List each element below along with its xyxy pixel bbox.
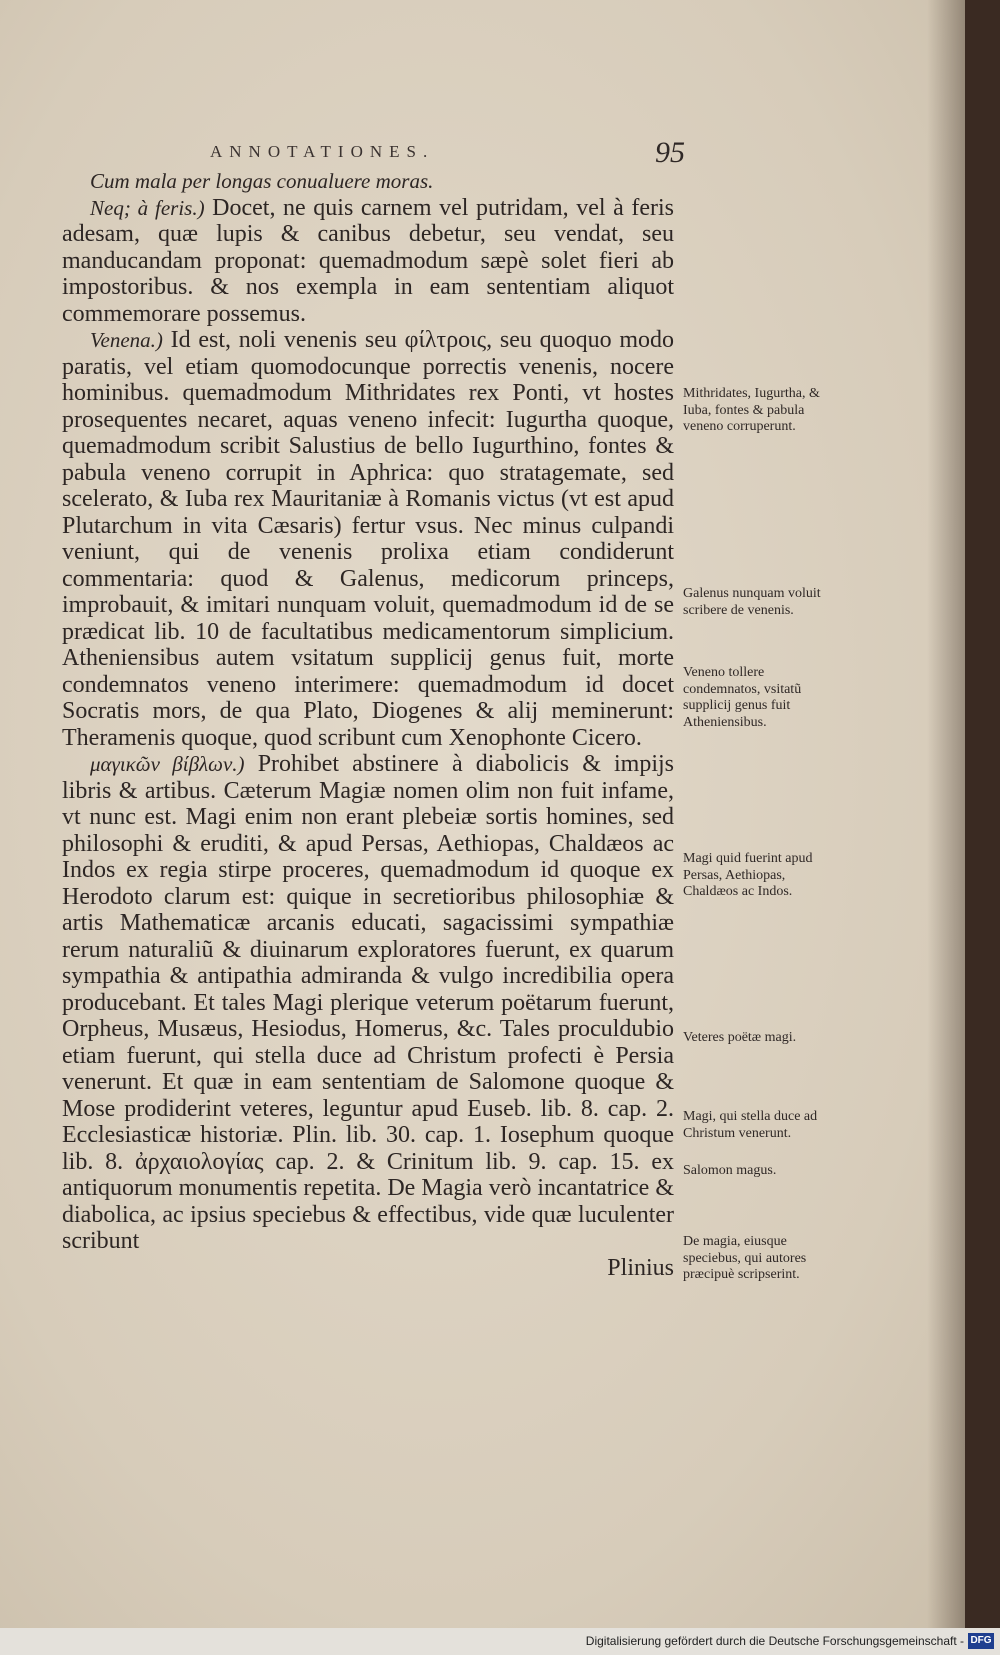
margin-note-veneno-tollere: Veneno tollere condemnatos, vsitatũ supplicij genus fuit Atheniensibus. — [683, 665, 802, 730]
page-spine-shadow — [927, 0, 965, 1628]
funding-credit: Digitalisierung gefördert durch die Deutsche Forschungsgemeinschaft - — [585, 1634, 964, 1648]
paragraph-text: Prohibet abstinere à diabolicis & impijs libris & artibus. Cæterum Magiæ nomen olim non fuit infame, vt nunc est. Magi enim non erant plebeiæ sortis homines, sed philosophi & eruditi, & apud Persas, Aethiopas, Chaldæos ac Indos ex regia stirpe proceres, quemadmodum id quoque ex Herodoto clarum est: quique in secretioribus philosophiæ & artis Mathematicæ arcanis educati, sagacissimi sympathiæ rerum naturaliũ & diuinarum exploratores fuerunt, ex quarum sympathia & antipathia admiranda & vulgo incredibilia opera producebant. Et tales Magi plerique veterum poëtarum fuerunt, Orpheus, Musæus, Hesiodus, Homerus, &c. Tales proculdubio etiam fuerunt, qui stella duce ad Christum profecti è Persia venerunt. Et quæ in eam sententiam de Salomone quoque & Mose prodiderint veteres, leguntur apud Euseb. lib. 8. cap. 2. Ecclesiasticæ historiæ. Plin. lib. 30. cap. 1. Iosephum quoque lib. 8. ἀρχαιολογίας cap. 2. & Crinitum lib. 9. cap. 15. ex antiquorum monumentis repetita. De Magia verò incantatrice & diabolica, ac ipsius speciebus & effectibus, vide quæ luculenter scribunt — [62, 751, 675, 1254]
paragraph-magikon-biblon — [62, 751, 674, 1255]
main-text — [62, 168, 674, 1281]
margin-note-de-magia: De magia, eiusque speciebus, qui autores præcipuè scripserint. — [683, 1234, 807, 1282]
margin-note-magi-stella: Magi, qui stella duce ad Christum venerunt. — [683, 1109, 818, 1141]
lemma-neque-a-feris: Neq; à feris.) — [90, 195, 205, 220]
paragraph-text: Id est, noli venenis seu φίλτροις, seu quoquo modo paratis, vel etiam quomodocunque porrectis venenis, nocere hominibus. quemadmodum Mithridates rex Ponti, vt hostes prosequentes necaret, aquas veneno infecit: Iugurtha quoque, quemadmodum scribit Salustius de bello Iugurthino, fontes & pabula veneno corrupit in Aphrica: quo stratagemate, sed scelerato, & Iuba rex Mauritaniæ à Romanis victus (vt est apud Plutarchum in vita Cæsaris) fertur vsus. Nec minus culpandi veniunt, qui de venenis prolixa etiam condiderunt commentaria: quod & Galenus, medicorum princeps, improbauit, & imitari nunquam voluit, quemadmodum id de se prædicat lib. 10 de facultatibus medicamentorum simplicium. Atheniensibus autem vsitatum supplicij genus fuit, morte condemnatos veneno interimere: quemadmodum id docet Socratis mors, de qua Plato, Diogenes & alij meminerunt: Theramenis quoque, quod scribunt cum Xenophonte Cicero. — [62, 327, 675, 751]
page-number: 95 — [655, 136, 685, 169]
paragraph-text: Docet, ne quis carnem vel putridam, vel à feris adesam, quæ lupis & canibus debetur, seu vendat, seu manducandam proponat: quemadmodum sæpè solet fieri ab impostoribus. & nos exempla in eam sententiam aliquot commemorare possemus. — [62, 194, 675, 327]
margin-note-salomon: Salomon magus. — [683, 1163, 777, 1178]
dfg-logo: DFG — [968, 1633, 994, 1649]
running-head: ANNOTATIONES. — [210, 142, 435, 161]
catchword: Plinius — [607, 1254, 674, 1281]
verse-line: Cum mala per longas conualuere moras. — [90, 169, 434, 193]
lemma-venena: Venena.) — [90, 328, 163, 352]
paragraph-neque-a-feris — [62, 195, 674, 328]
margin-note-mithridates: Mithridates, Iugurtha, & Iuba, fontes & pabula veneno corruperunt. — [683, 386, 820, 434]
paragraph-venena — [62, 327, 674, 751]
margin-note-veteres-poetae: Veteres poëtæ magi. — [683, 1030, 797, 1045]
margin-note-magi-persas: Magi quid fuerint apud Persas, Aethiopas, Chaldæos ac Indos. — [683, 851, 813, 899]
margin-note-galenus: Galenus nunquam voluit scribere de venenis. — [683, 586, 821, 618]
lemma-magikon-biblon: μαγικῶν βίβλων.) — [90, 752, 245, 776]
footer-bar — [0, 1628, 1000, 1655]
